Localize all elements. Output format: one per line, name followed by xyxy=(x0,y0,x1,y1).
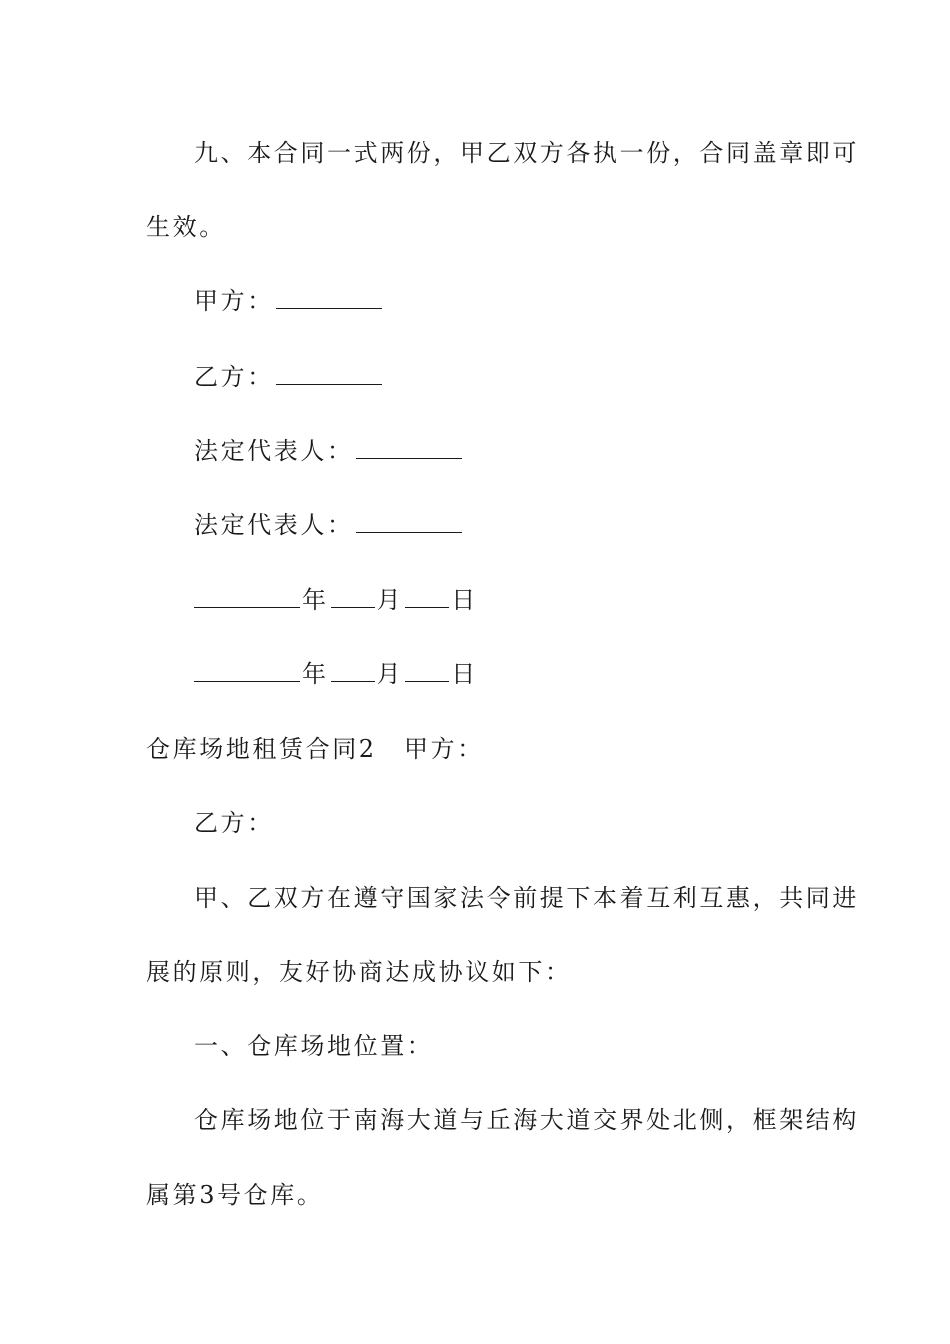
party-b-blank xyxy=(276,364,382,385)
contract-2-title: 仓库场地租赁合同2 xyxy=(146,735,377,763)
day-label: 日 xyxy=(451,586,478,614)
month-blank xyxy=(331,661,375,682)
year-blank xyxy=(194,587,300,608)
party-a-label: 甲方： xyxy=(194,287,274,315)
day-blank xyxy=(405,587,449,608)
section-1-line-1: 仓库场地位于南海大道与丘海大道交界处北侧，框架结构 xyxy=(194,1106,859,1134)
party-a-blank xyxy=(276,288,382,309)
contract-2-party-b: 乙方： xyxy=(194,809,274,837)
party-b-label: 乙方： xyxy=(194,363,274,391)
section-1-line-2: 属第3号仓库。 xyxy=(146,1181,324,1209)
month-label: 月 xyxy=(376,660,404,688)
intro-line-2: 展的原则，友好协商达成协议如下： xyxy=(146,958,572,986)
month-label: 月 xyxy=(376,586,404,614)
rep-a-signature-line xyxy=(194,436,464,466)
rep-b-signature-line xyxy=(194,510,464,540)
rep-b-blank xyxy=(356,512,462,533)
clause-9-line-2: 生效。 xyxy=(146,213,226,241)
year-label: 年 xyxy=(302,586,329,614)
intro-line-1: 甲、乙双方在遵守国家法令前提下本着互利互惠，共同进 xyxy=(194,884,859,912)
day-label: 日 xyxy=(451,660,478,688)
date-line-2 xyxy=(192,659,478,689)
party-b-signature-line xyxy=(194,362,384,392)
day-blank xyxy=(405,661,449,682)
clause-9-line-1: 九、本合同一式两份，甲乙双方各执一份，合同盖章即可 xyxy=(194,139,859,167)
year-blank xyxy=(194,661,300,682)
contract-2-party-a: 甲方： xyxy=(404,735,484,763)
year-label: 年 xyxy=(302,660,329,688)
rep-a-blank xyxy=(356,438,462,459)
section-1-heading: 一、仓库场地位置： xyxy=(194,1032,434,1060)
date-line-1 xyxy=(192,585,478,615)
month-blank xyxy=(331,587,375,608)
party-a-signature-line xyxy=(194,286,384,316)
rep-b-label: 法定代表人： xyxy=(194,511,354,539)
rep-a-label: 法定代表人： xyxy=(194,437,354,465)
